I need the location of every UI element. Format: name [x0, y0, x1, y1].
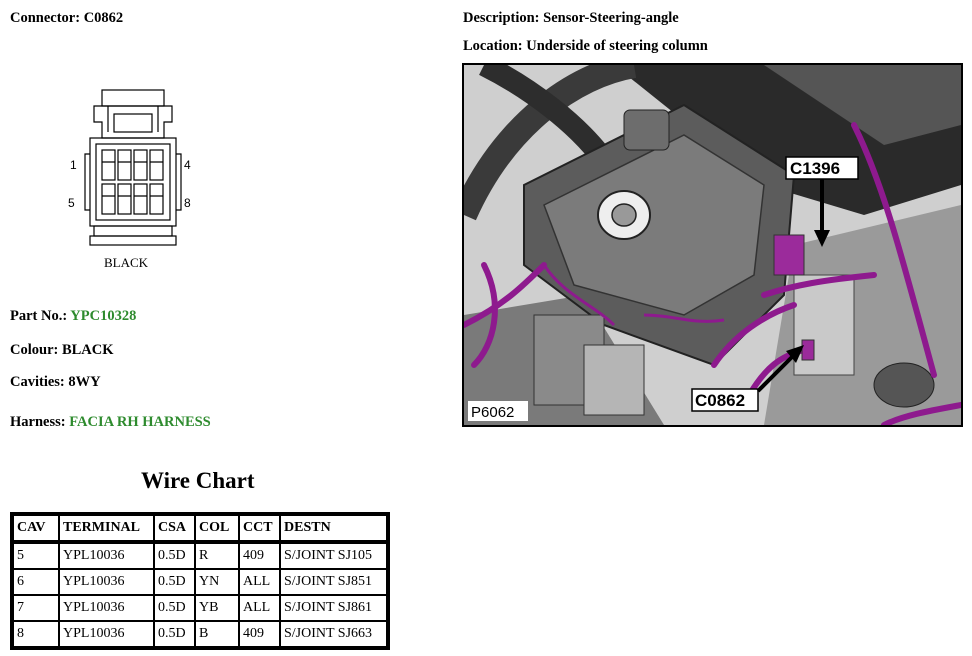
cell-cav: 5 — [13, 543, 59, 569]
description-label: Description: — [463, 10, 540, 26]
cell-csa: 0.5D — [154, 569, 195, 595]
callout-c1396: C1396 — [790, 159, 841, 178]
cell-destn: S/JOINT SJ105 — [280, 543, 387, 569]
wire-chart-table — [10, 512, 390, 650]
cell-cct: ALL — [239, 595, 280, 621]
cell-cav: 6 — [13, 569, 59, 595]
steering-column-illustration — [464, 65, 961, 425]
cavities-label: Cavities: — [10, 374, 65, 390]
table-row — [13, 621, 387, 647]
cell-col: B — [195, 621, 239, 647]
col-header-cav: CAV — [13, 515, 59, 543]
pin-1-label: 1 — [70, 158, 77, 172]
col-header-cct: CCT — [239, 515, 280, 543]
cell-csa: 0.5D — [154, 543, 195, 569]
cell-destn: S/JOINT SJ851 — [280, 569, 387, 595]
col-header-col: COL — [195, 515, 239, 543]
pin-5-label: 5 — [68, 196, 75, 210]
cavities-value: 8WY — [68, 374, 101, 390]
harness-value[interactable]: FACIA RH HARNESS — [69, 414, 211, 430]
cell-cav: 7 — [13, 595, 59, 621]
cell-cct: 409 — [239, 621, 280, 647]
connector-code: C0862 — [83, 10, 124, 26]
pin-4-label: 4 — [184, 158, 191, 172]
cell-destn: S/JOINT SJ861 — [280, 595, 387, 621]
col-header-destn: DESTN — [280, 515, 387, 543]
table-header-row — [13, 515, 387, 543]
cell-terminal: YPL10036 — [59, 569, 154, 595]
cell-cav: 8 — [13, 621, 59, 647]
part-number-value[interactable]: YPC10328 — [70, 308, 137, 324]
cell-destn: S/JOINT SJ663 — [280, 621, 387, 647]
cavities — [10, 374, 101, 391]
connector-title — [10, 10, 123, 27]
cell-cct: 409 — [239, 543, 280, 569]
cell-col: YN — [195, 569, 239, 595]
pin-8-label: 8 — [184, 196, 191, 210]
colour — [10, 342, 114, 359]
table-row — [13, 543, 387, 569]
description-value: Sensor-Steering-angle — [543, 10, 679, 26]
table-row — [13, 595, 387, 621]
cell-terminal: YPL10036 — [59, 595, 154, 621]
colour-label: Colour: — [10, 342, 59, 358]
part-number — [10, 308, 136, 325]
table-row — [13, 569, 387, 595]
harness-label: Harness: — [10, 414, 66, 430]
photo-reference: P6062 — [471, 404, 515, 421]
connector-label: Connector: — [10, 10, 81, 26]
cell-csa: 0.5D — [154, 621, 195, 647]
colour-value: BLACK — [61, 342, 114, 358]
cell-csa: 0.5D — [154, 595, 195, 621]
location-photo — [462, 63, 963, 427]
connector-face-diagram — [60, 82, 200, 277]
col-header-csa: CSA — [154, 515, 195, 543]
location-label: Location: — [463, 38, 523, 54]
cell-col: R — [195, 543, 239, 569]
connector-colour-label: BLACK — [104, 255, 149, 270]
location — [463, 38, 708, 55]
cell-col: YB — [195, 595, 239, 621]
location-value: Underside of steering column — [526, 38, 708, 54]
harness — [10, 414, 211, 431]
col-header-terminal: TERMINAL — [59, 515, 154, 543]
cell-terminal: YPL10036 — [59, 543, 154, 569]
cell-terminal: YPL10036 — [59, 621, 154, 647]
wire-chart-title: Wire Chart — [141, 468, 255, 493]
description — [463, 10, 679, 27]
cell-cct: ALL — [239, 569, 280, 595]
callout-c0862: C0862 — [695, 391, 746, 410]
part-number-label: Part No.: — [10, 308, 68, 324]
